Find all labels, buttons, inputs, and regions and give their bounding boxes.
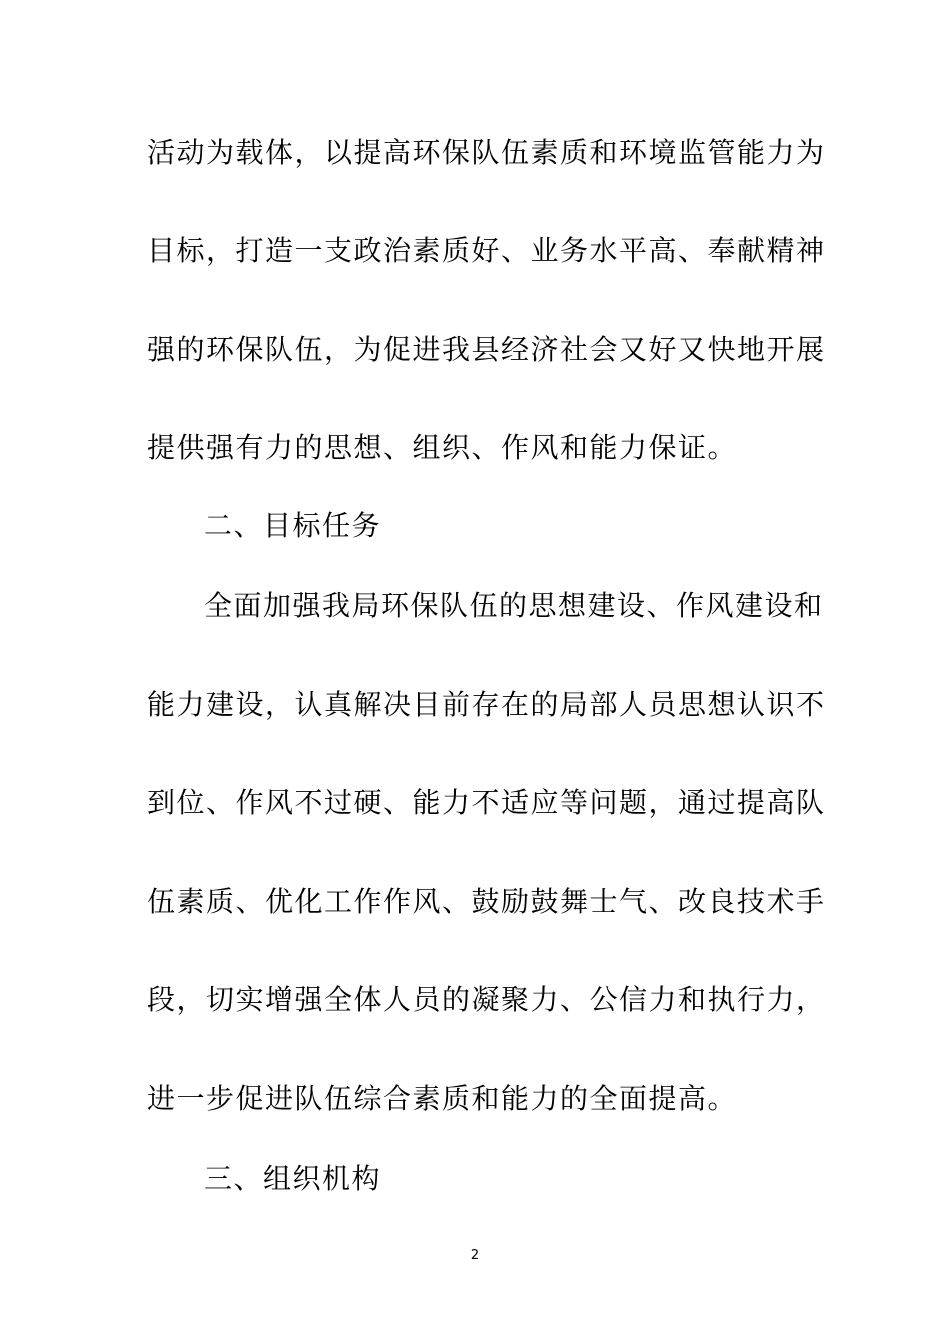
paragraph-first-line: 全面加强我局环保队伍的思想建设、作风建设和 bbox=[204, 589, 824, 622]
body-text-line: 进一步促进队伍综合素质和能力的全面提高。 bbox=[147, 1082, 738, 1115]
section-heading: 三、组织机构 bbox=[204, 1162, 382, 1195]
body-text-line: 伍素质、优化工作作风、鼓励鼓舞士气、改良技术手 bbox=[147, 885, 826, 918]
page-number: 2 bbox=[470, 1248, 480, 1263]
body-text-line: 活动为载体，以提高环保队伍素质和环境监管能力为 bbox=[147, 136, 826, 169]
body-text-line: 提供强有力的思想、组织、作风和能力保证。 bbox=[147, 431, 738, 464]
body-text-line: 段，切实增强全体人员的凝聚力、公信力和执行力， bbox=[147, 983, 826, 1016]
body-text-line: 强的环保队伍，为促进我县经济社会又好又快地开展 bbox=[147, 333, 826, 366]
body-text-line: 目标，打造一支政治素质好、业务水平高、奉献精神 bbox=[147, 234, 826, 267]
body-text-line: 能力建设，认真解决目前存在的局部人员思想认识不 bbox=[147, 688, 826, 721]
section-heading: 二、目标任务 bbox=[204, 509, 382, 542]
body-text-line: 到位、作风不过硬、能力不适应等问题，通过提高队 bbox=[147, 786, 826, 819]
